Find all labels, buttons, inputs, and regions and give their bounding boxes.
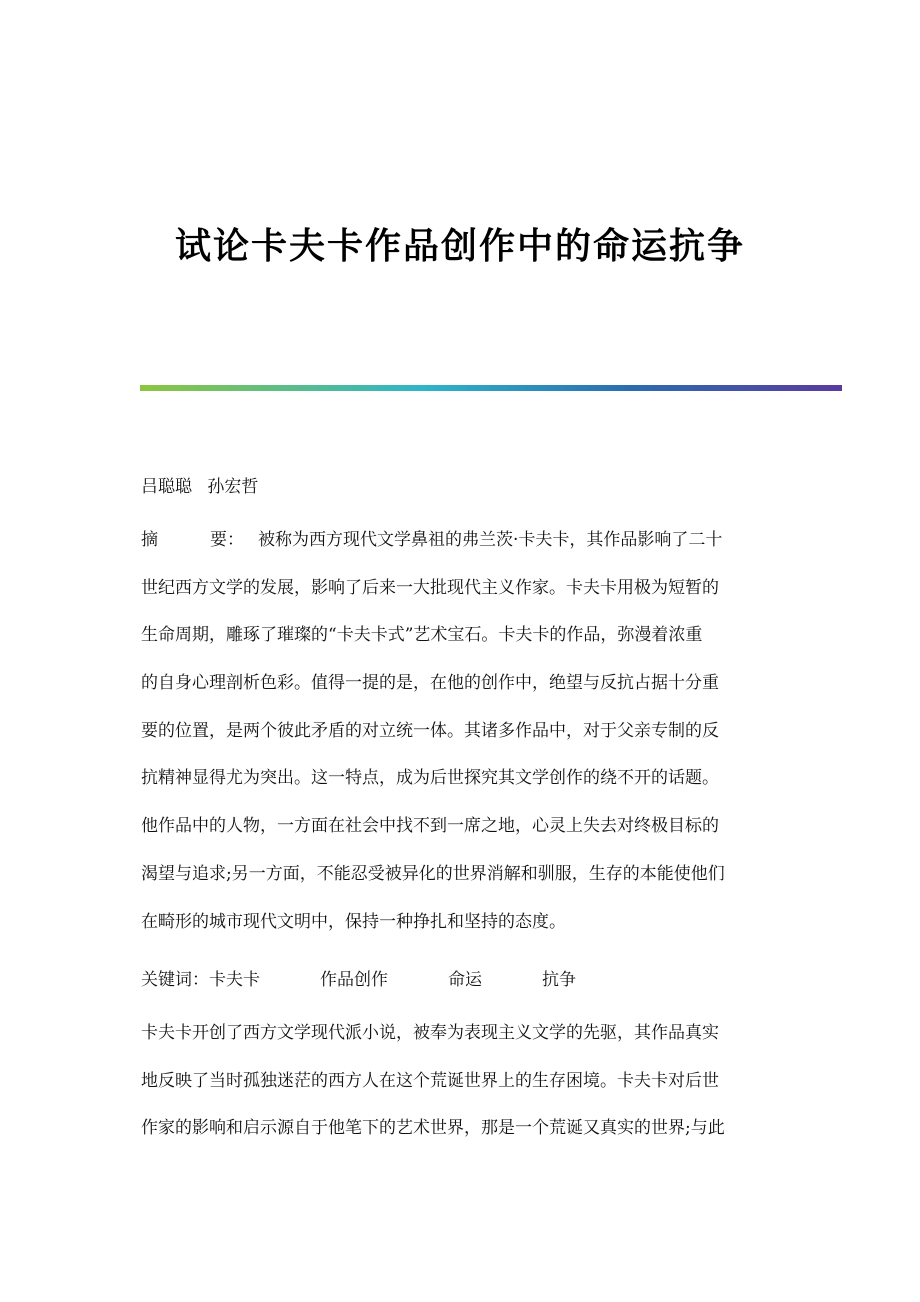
keyword-3: 命运 — [448, 970, 482, 990]
body-line-1: 卡夫卡开创了西方文学现代派小说，被奉为表现主义文学的先驱，其作品真实 — [141, 1023, 719, 1043]
abstract-line-4: 的自身心理剖析色彩。值得一提的是，在他的创作中，绝望与反抗占据十分重 — [141, 673, 719, 694]
body-line-3: 作家的影响和启示源自于他笔下的艺术世界，那是一个荒诞又真实的世界;与此 — [141, 1118, 725, 1139]
abstract-line-9: 在畸形的城市现代文明中，保持一种挣扎和坚持的态度。 — [141, 911, 566, 932]
abstract-label-second: 要： — [210, 530, 244, 550]
author-1: 吕聪聪 — [141, 477, 192, 497]
abstract-line-6: 抗精神显得尤为突出。这一特点，成为后世探究其文学创作的绕不开的话题。 — [141, 768, 719, 789]
abstract-line-5: 要的位置，是两个彼此矛盾的对立统一体。其诸多作品中，对于父亲专制的反 — [141, 720, 719, 741]
keywords — [141, 964, 781, 997]
abstract-line-2: 世纪西方文学的发展，影响了后来一大批现代主义作家。卡夫卡用极为短暂的 — [141, 577, 719, 598]
body-line-2: 地反映了当时孤独迷茫的西方人在这个荒诞世界上的生存困境。卡夫卡对后世 — [141, 1070, 719, 1091]
abstract-line-8: 渴望与追求;另一方面，不能忍受被异化的世界消解和驯服，生存的本能使他们 — [141, 863, 725, 884]
abstract — [141, 524, 781, 953]
keyword-2: 作品创作 — [320, 970, 388, 990]
keywords-label: 关键词： — [141, 970, 209, 990]
abstract-text-1: 被称为西方现代文学鼻祖的弗兰茨·卡夫卡，其作品影响了二十 — [258, 530, 723, 550]
title-divider — [140, 385, 842, 391]
keyword-4: 抗争 — [542, 970, 576, 990]
abstract-line-3: 生命周期，雕琢了璀璨的“卡夫卡式”艺术宝石。卡夫卡的作品，弥漫着浓重 — [141, 625, 703, 646]
abstract-label-first: 摘 — [141, 530, 158, 550]
body-paragraph — [141, 1017, 781, 1160]
keyword-1: 卡夫卡 — [209, 970, 260, 990]
abstract-label — [141, 530, 258, 550]
abstract-line-1 — [141, 524, 781, 572]
author-2: 孙宏哲 — [207, 477, 259, 497]
paper-title: 试论卡夫卡作品创作中的命运抗争 — [174, 225, 745, 267]
abstract-line-7: 他作品中的人物，一方面在社会中找不到一席之地，心灵上失去对终极目标的 — [141, 816, 719, 837]
authors — [141, 472, 258, 497]
